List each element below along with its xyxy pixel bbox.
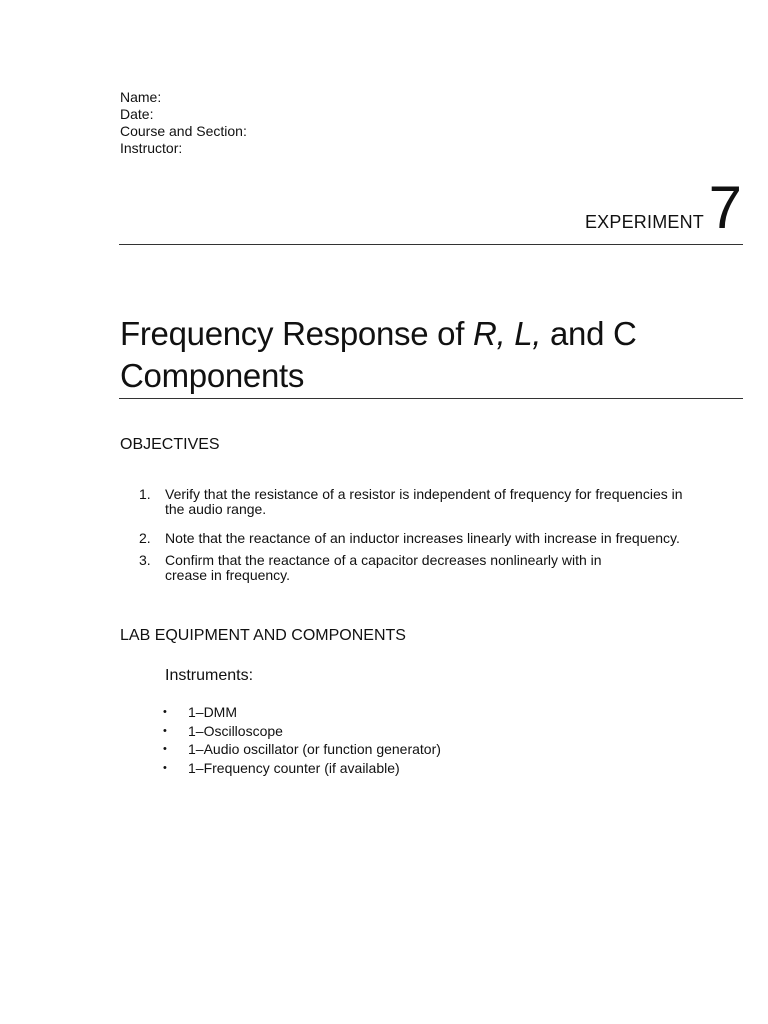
instrument-label: 1–Audio oscillator (or function generator)	[188, 741, 441, 757]
objectives-heading: OBJECTIVES	[120, 436, 220, 453]
student-info-block	[120, 89, 247, 157]
bullet-icon: •	[163, 761, 167, 774]
title-prefix: Frequency Response of	[120, 315, 473, 352]
objective-text: Verify that the resistance of a resistor is independent of frequency for frequencies in	[165, 486, 683, 502]
name-label: Name:	[120, 89, 162, 105]
instructor-label: Instructor:	[120, 140, 183, 156]
objective-text-continued: crease in frequency.	[165, 567, 291, 583]
bullet-icon: •	[163, 724, 167, 737]
objective-text-continued: the audio range.	[165, 501, 267, 517]
objective-text: Note that the reactance of an inductor increases linearly with increase in frequency.	[165, 530, 680, 546]
course-section-label: Course and Section:	[120, 123, 247, 139]
instrument-item	[163, 703, 441, 722]
bullet-icon: •	[163, 706, 167, 718]
objective-item-2	[139, 531, 739, 553]
experiment-label: EXPERIMENT	[584, 212, 704, 232]
title-line-2: Components	[120, 357, 305, 394]
objective-item-3	[139, 553, 739, 583]
instruments-list	[163, 703, 441, 777]
objective-item-1	[139, 487, 739, 531]
instrument-label: 1–DMM	[188, 704, 238, 720]
equipment-heading: LAB EQUIPMENT AND COMPONENTS	[120, 627, 406, 644]
objectives-list	[139, 487, 739, 583]
objective-number: 3.	[139, 552, 151, 568]
title-divider	[119, 398, 743, 399]
date-label: Date:	[120, 106, 154, 122]
instrument-item	[163, 722, 441, 741]
experiment-number: 7	[708, 174, 742, 241]
instrument-label: 1–Oscilloscope	[188, 722, 283, 739]
bullet-icon: •	[163, 743, 167, 755]
title-suffix: and C	[541, 315, 637, 352]
instrument-item	[163, 740, 441, 759]
instrument-item	[163, 759, 441, 778]
title-line-1	[120, 313, 740, 355]
objective-number: 2.	[139, 530, 151, 546]
instrument-label: 1–Frequency counter (if available)	[188, 759, 400, 776]
objective-text: Confirm that the reactance of a capacitor decreases nonlinearly with in	[165, 552, 602, 568]
title-italic: R, L,	[472, 315, 542, 352]
header-divider	[119, 244, 743, 245]
objective-number: 1.	[139, 486, 151, 502]
instruments-heading: Instruments:	[165, 667, 254, 684]
page-title	[120, 313, 740, 397]
